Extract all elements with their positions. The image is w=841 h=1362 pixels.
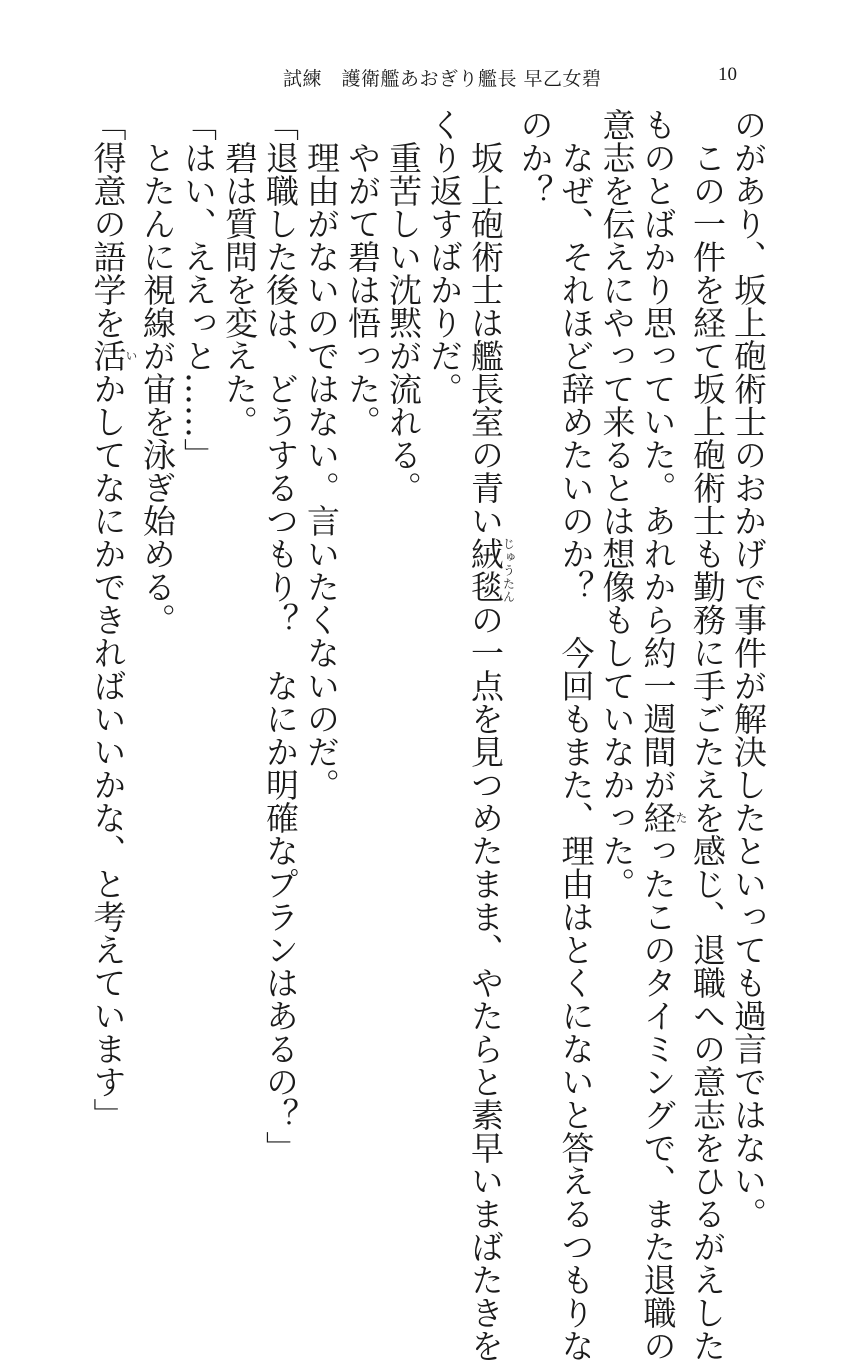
running-title: 試練 護衛艦あおぎり艦長 早乙女碧 [283,68,602,90]
text-line [465,108,516,1362]
text-line: 重苦しい沈黙が流れる。 [384,108,423,504]
text-segment: 「得意の語学を [88,108,128,339]
ruby-ikashite: 活い [88,339,138,372]
text-line: 理由がないのではない。言いたくないのだ。 [302,108,341,801]
text-line: この一件を経て坂上砲術士も勤務に手ごたえを感じ、退職への意志をひるがえした [688,108,727,1362]
text-line: 碧は質問を変えた。 [220,108,259,438]
text-segment: かしてなにかできればいいかな、と考えています」 [88,372,128,1131]
text-line: のがあり、坂上砲術士のおかげで事件が解決したといっても過言ではない。 [729,108,768,1230]
text-line: とたんに視線が宙を泳ぎ始める。 [138,108,177,636]
text-line: やがて碧は悟った。 [343,108,382,438]
text-segment: ったこのタイミングで、また退職の [638,834,678,1362]
text-segment: ものとばかり思っていた。あれから約一週間が [638,108,678,801]
text-line: なぜ、それほど辞めたいのか？ 今回もまた、理由はとくにないと答えるつもりな [556,108,596,1362]
text-line: 意志を伝えにやって来るとは想像もしていなかった。 [597,108,637,900]
text-line: くり返すばかりだ。 [425,108,464,405]
ruby-tatta: 経た [638,801,688,834]
text-line: のか？ [515,108,555,207]
text-segment: の一点を見つめたまま、やたらと素早いまばたきを [466,603,505,1362]
body-text [88,108,770,1362]
ruby-juutan: 絨毯じゅうたん [466,537,516,603]
text-line [88,108,138,1148]
text-line [638,108,688,1362]
text-line: 「退職した後は、どうするつもり？ なにか明確なプランはあるの？」 [261,108,300,1164]
page-number: 10 [718,64,737,85]
text-line: 「はい、ええっと……」 [179,108,218,471]
text-segment: 坂上砲術士は艦長室の青い [466,108,505,537]
